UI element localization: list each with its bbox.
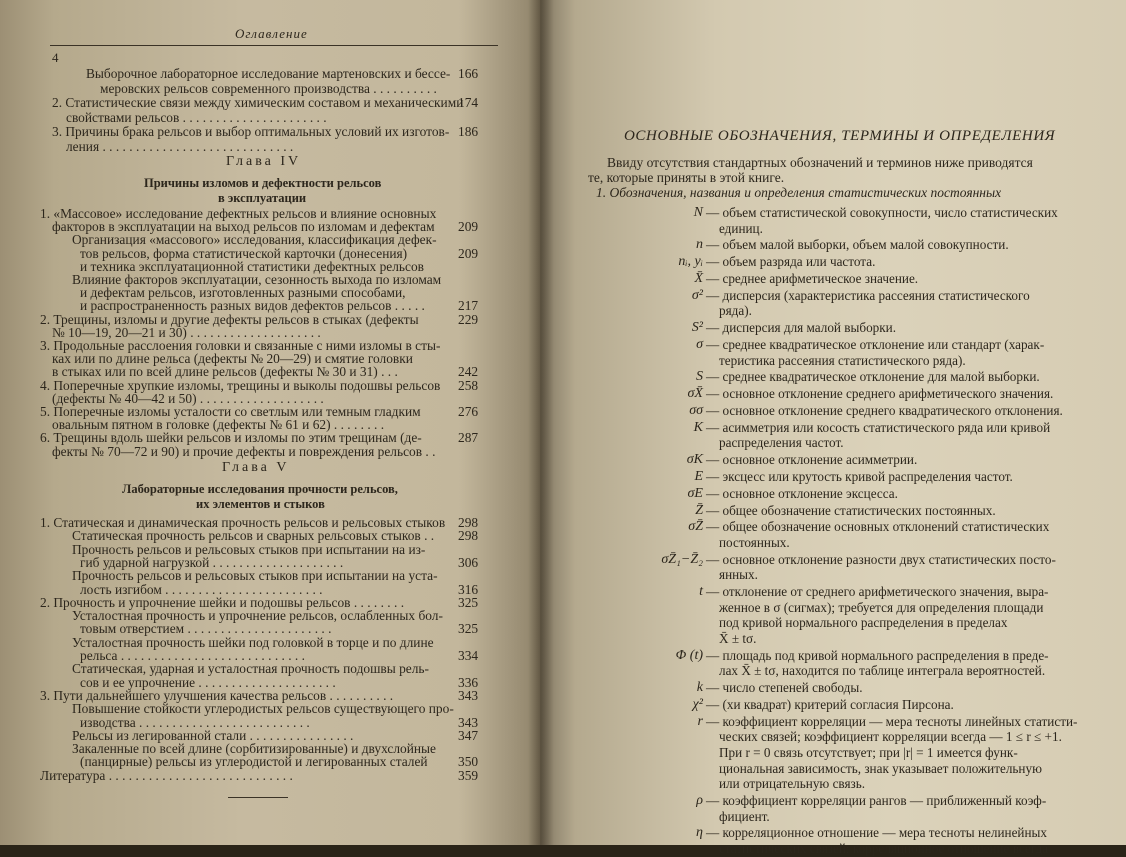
- definition-symbol: σK: [686, 452, 703, 468]
- definition-symbol: X̄: [694, 271, 703, 286]
- book-gutter: [528, 0, 554, 845]
- section-title: ОСНОВНЫЕ ОБОЗНАЧЕНИЯ, ТЕРМИНЫ И ОПРЕДЕЛЕНИЯ: [624, 128, 1056, 144]
- definition-symbol: σσ: [689, 403, 703, 418]
- definition-symbol: ρ: [696, 793, 703, 808]
- definition-symbol: S²: [691, 320, 703, 336]
- toc-page-number: 186: [458, 124, 479, 139]
- toc-page-number: 343: [458, 687, 479, 703]
- definition-text: — среднее квадратическое отклонение или стандарт (харак-: [706, 337, 1045, 352]
- toc-page-number: 166: [458, 66, 479, 81]
- definition-text: — эксцесс или крутость кривой распределения частот.: [706, 469, 1013, 484]
- definition-symbol: E: [694, 469, 703, 484]
- toc-page-number: 347: [458, 727, 479, 743]
- toc-entry-line: лость изгибом . . . . . . . . . . . . . . . . . . . . . . . .: [80, 581, 323, 597]
- definition-text: фициент.: [719, 808, 770, 824]
- definition-text: — общее обозначение статистических постоянных.: [706, 502, 996, 518]
- definition-text: — дисперсия для малой выборки.: [706, 320, 897, 336]
- chapter-4-label: Глава IV: [226, 154, 302, 169]
- toc-page-number: 242: [458, 364, 479, 380]
- toc-entry-line: Прочность рельсов и рельсовых стыков при испытании на уста-: [72, 568, 438, 584]
- toc-entry-line: Литература . . . . . . . . . . . . . . . . . . . . . . . . . . . .: [40, 767, 293, 783]
- toc-entry-line: и распространенность разных видов дефектов рельсов . . . . .: [80, 298, 425, 314]
- definition-text: единиц.: [719, 220, 763, 236]
- toc-entry-line: тов рельсов, форма статистической карточки (донесения): [80, 245, 408, 261]
- toc-entry-line: Прочность рельсов и рельсовых стыков при испытании на из-: [72, 541, 426, 557]
- chapter-5-title-line1: Лабораторные исследования прочности рельсов,: [122, 482, 398, 496]
- toc-page-number: 306: [458, 554, 479, 570]
- chapter-4-title-line1: Причины изломов и дефектности рельсов: [144, 176, 382, 190]
- toc-entry-line: 6. Трещины вдоль шейки рельсов и изломы по этим трещинам (де-: [40, 430, 422, 446]
- toc-page-number: 334: [458, 648, 479, 663]
- definition-text: — (хи квадрат) критерий согласия Пирсона.: [706, 697, 954, 712]
- toc-entry-line: 2. Прочность и упрочнение шейки и подошвы рельсов . . . . . . . .: [40, 594, 405, 610]
- definition-text: — объем малой выборки, объем малой совокупности.: [706, 237, 1009, 253]
- toc-entry-line: сов и ее упрочнение . . . . . . . . . . . . . . . . . . . . .: [80, 674, 336, 690]
- toc-page-number: 359: [458, 767, 479, 783]
- toc-entry-line: Статическая прочность рельсов и сварных рельсовых стыков . .: [72, 528, 435, 544]
- definition-text: статистических связей; корреляционное отношение всегда: [719, 841, 1049, 856]
- toc-page-number: 209: [458, 219, 479, 235]
- definition-symbol: Φ (t): [675, 647, 703, 663]
- toc-page-number: 298: [458, 515, 479, 530]
- definition-text: — основное отклонение разности двух статистических посто-: [706, 551, 1056, 567]
- definition-text: — основное отклонение эксцесса.: [706, 485, 898, 501]
- toc-entry-line: и дефектам рельсов, изготовленных разными способами,: [80, 285, 406, 301]
- toc-page-number: 276: [458, 404, 479, 419]
- toc-entry-line: Влияние факторов эксплуатации, сезонность выхода по изломам: [72, 272, 442, 287]
- chapter-5-label: Глава V: [222, 460, 290, 475]
- definition-text: — дисперсия (характеристика рассеяния статистического: [706, 287, 1030, 303]
- intro-line-2: те, которые приняты в этой книге.: [588, 170, 785, 185]
- toc-entry-line: (дефекты № 40—42 и 50) . . . . . . . . . . . . . . . . . . .: [52, 390, 324, 406]
- toc-entry-line: Организация «массового» исследования, классификация дефек-: [72, 232, 437, 248]
- toc-page-number: 350: [458, 754, 479, 770]
- definition-text: или отрицательную связь.: [719, 776, 866, 792]
- definition-text: ряда).: [719, 303, 752, 319]
- definition-symbol: σE: [687, 485, 703, 501]
- definition-text: женное в σ (сигмах); требуется для определения площади: [719, 599, 1044, 615]
- toc-entry-line: 3. Пути дальнейшего улучшения качества рельсов . . . . . . . . . .: [40, 687, 394, 703]
- toc-page-number: 174: [458, 95, 479, 110]
- toc-entry-line: меровских рельсов современного производства . . . . . . . . . .: [100, 80, 437, 96]
- toc-entry-line: 3. Причины брака рельсов и выбор оптимальных условий их изготов-: [52, 124, 450, 139]
- toc-entry-line: рельса . . . . . . . . . . . . . . . . . . . . . . . . . . . .: [80, 648, 305, 663]
- toc-entry-line: 2. Трещины, изломы и другие дефекты рельсов в стыках (дефекты: [40, 311, 419, 327]
- definition-text: — основное отклонение среднего квадратического отклонения.: [706, 403, 1063, 418]
- toc-entry-line: 4. Поперечные хрупкие изломы, трещины и выколы подошвы рельсов: [40, 377, 441, 393]
- definition-symbol: Z̄: [695, 502, 703, 518]
- toc-entry-line: 1. «Массовое» исследование дефектных рельсов и влияние основных: [40, 206, 437, 221]
- toc-page-number: 325: [458, 594, 479, 610]
- toc-entry-line: в стыках или по всей длине рельсов (дефекты № 30 и 31) . . .: [52, 364, 398, 380]
- toc-page-number: 217: [458, 298, 479, 314]
- definition-symbol: η: [696, 825, 703, 841]
- definition-symbol: σZ̄₁−Z̄₂: [661, 551, 703, 567]
- running-head: Оглавление: [235, 26, 308, 41]
- definition-text: — число степеней свободы.: [706, 680, 863, 696]
- intro-line-1: Ввиду отсутствия стандартных обозначений и терминов ниже приводятся: [607, 155, 1033, 170]
- toc-entry-line: 1. Статическая и динамическая прочность рельсов и рельсовых стыков: [40, 515, 446, 530]
- toc-entry-line: изводства . . . . . . . . . . . . . . . . . . . . . . . . . .: [80, 714, 310, 730]
- definition-text: лах X̄ ± tσ, находится по таблице интеграла вероятностей.: [719, 663, 1046, 679]
- definition-text: — корреляционное отношение — мера тесноты нелинейных: [706, 825, 1047, 841]
- definition-symbol: σ²: [691, 287, 703, 303]
- toc-page-number: 287: [458, 430, 479, 446]
- toc-entry-line: товым отверстием . . . . . . . . . . . . . . . . . . . . . .: [80, 621, 332, 637]
- definition-symbol: n: [696, 237, 703, 253]
- toc-entry-line: гиб ударной нагрузкой . . . . . . . . . . . . . . . . . . . .: [80, 554, 344, 570]
- definition-text: циональная зависимость, знак указывает положительную: [719, 760, 1042, 776]
- definition-text: постоянных.: [719, 535, 790, 550]
- toc-entry-line: № 10—19, 20—21 и 30) . . . . . . . . . . . . . . . . . . . .: [52, 324, 321, 340]
- definition-symbol: σ: [696, 337, 703, 352]
- definition-symbol: nᵢ, yᵢ: [678, 254, 703, 270]
- definition-symbol: σZ̄: [688, 519, 703, 535]
- toc-page-number: 325: [458, 621, 479, 637]
- definition-symbol: k: [696, 680, 703, 696]
- toc-entry-line: фекты № 70—72 и 90) и прочие дефекты и повреждения рельсов . .: [52, 443, 436, 459]
- definition-text: распределения частот.: [719, 435, 844, 451]
- definition-symbol: σX̄: [687, 386, 703, 402]
- toc-page-number: 209: [458, 245, 479, 261]
- toc-entry-line: овальным пятном в головке (дефекты № 61 и 62) . . . . . . . .: [52, 417, 385, 433]
- definition-text: — объем разряда или частота.: [706, 254, 876, 270]
- page-number: 4: [52, 50, 59, 65]
- toc-entry-line: и техника эксплуатационной статистики дефектных рельсов: [80, 258, 424, 274]
- toc-page-number: 258: [458, 377, 479, 393]
- definition-text: — отклонение от среднего арифметического значения, выра-: [706, 584, 1049, 600]
- definition-text: При r = 0 связь отсутствует; при |r| = 1 имеется функ-: [719, 745, 1018, 760]
- toc-entry-line: (панцирные) рельсы из углеродистой и легированных сталей: [80, 754, 428, 770]
- toc-page-number: 229: [458, 311, 479, 327]
- chapter-4-title-line2: в эксплуатации: [218, 191, 307, 205]
- toc-page-number: 316: [458, 581, 479, 597]
- toc-entry-line: 2. Статистические связи между химическим составом и механическими: [52, 95, 464, 110]
- definition-text: — площадь под кривой нормального распределения в преде-: [706, 647, 1049, 663]
- definition-text: под кривой нормального распределения в пределах: [719, 615, 1008, 631]
- toc-page-number: 343: [458, 714, 479, 730]
- definition-symbol: N: [693, 205, 703, 220]
- definition-text: — основное отклонение среднего арифметического значения.: [706, 386, 1054, 402]
- toc-entry-line: Закаленные по всей длине (сорбитизированные) и двухслойные: [72, 741, 436, 757]
- toc-entry-line: Повышение стойкости углеродистых рельсов существующего про-: [72, 701, 454, 717]
- definition-text: — асимметрия или косость статистического ряда или кривой: [706, 419, 1051, 435]
- toc-entry-line: 3. Продольные расслоения головки и связанные с ними изломы в сты-: [40, 338, 441, 353]
- toc-entry-line: факторов в эксплуатации на выход рельсов по изломам и дефектам: [52, 219, 435, 235]
- toc-entry-line: Рельсы из легированной стали . . . . . . . . . . . . . . . .: [72, 727, 354, 743]
- toc-entry-line: ления . . . . . . . . . . . . . . . . . . . . . . . . . . . . .: [66, 138, 294, 154]
- definition-text: — объем статистической совокупности, число статистических: [706, 205, 1058, 220]
- toc-entry-line: свойствами рельсов . . . . . . . . . . . . . . . . . . . . . .: [66, 109, 327, 125]
- chapter-5-title-line2: их элементов и стыков: [196, 497, 325, 511]
- toc-page-number: 298: [458, 528, 479, 544]
- definition-text: — среднее квадратическое отклонение для малой выборки.: [706, 369, 1040, 385]
- definition-symbol: K: [693, 419, 703, 435]
- definition-text: — коэффициент корреляции — мера тесноты линейных статисти-: [706, 713, 1078, 729]
- definition-text: ческих связей; коэффициент корреляции всегда — 1 ≤ r ≤ +1.: [719, 729, 1062, 745]
- definition-text: янных.: [719, 567, 758, 583]
- toc-entry-line: Усталостная прочность и упрочнение рельсов, ослабленных бол-: [72, 608, 443, 624]
- toc-entry-line: ках или по длине рельса (дефекты № 20—29) и смятие головки: [52, 351, 413, 367]
- toc-page-number: 336: [458, 674, 479, 690]
- definition-text: — среднее арифметическое значение.: [706, 271, 919, 286]
- definition-symbol: t: [699, 584, 703, 600]
- toc-entry-line: 5. Поперечные изломы усталости со светлым или темным гладким: [40, 404, 421, 419]
- definition-text: X̄ ± tσ.: [719, 631, 757, 646]
- toc-entry-line: Выборочное лабораторное исследование мартеновских и бессе-: [86, 66, 451, 81]
- definition-text: — общее обозначение основных отклонений статистических: [706, 519, 1050, 535]
- toc-entry-line: Статическая, ударная и усталостная прочность подошвы рель-: [72, 661, 429, 677]
- toc-entry-line: Усталостная прочность шейки под головкой в торце и по длине: [72, 634, 434, 650]
- right-page: [540, 0, 1126, 856]
- definition-symbol: χ²: [692, 697, 703, 712]
- definition-symbol: r: [697, 713, 703, 729]
- section-subtitle: 1. Обозначения, названия и определения статистических постоянных: [596, 185, 1002, 200]
- definition-symbol: S: [696, 369, 703, 385]
- definition-text: теристика рассеяния статистического ряда).: [719, 352, 966, 368]
- definition-text: — основное отклонение асимметрии.: [706, 452, 918, 468]
- definition-text: — коэффициент корреляции рангов — приближенный коэф-: [706, 793, 1047, 808]
